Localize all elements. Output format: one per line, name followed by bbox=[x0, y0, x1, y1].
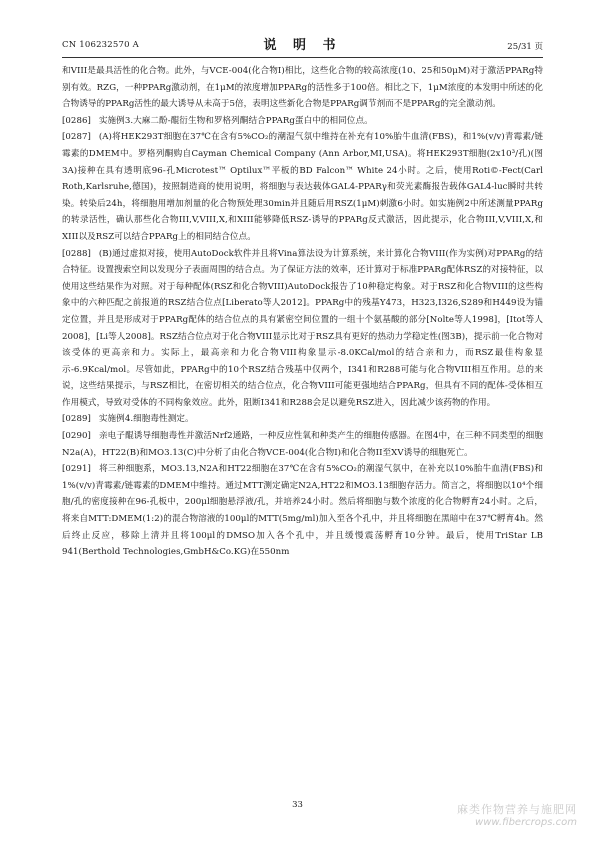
paragraph-number: [0291] bbox=[62, 464, 91, 475]
paragraph-0288 bbox=[62, 246, 543, 412]
paragraph-text: (A)将HEK293T细胞在37℃在含有5%CO₂的潮湿气氛中维持在补充有10%胎牛血清(FBS)，和1%(v/v)青霉素/链霉素的DMEM中。罗格列酮购自Cayman Chemical Company (Ann Arbor,MI,USA)。将HEK293T细胞(2x10³/孔)(图3A)接种在具有透明底96-孔Microtest™ Optilux™平板的BD Falcon™ White 24小时。之后，使用Roti©-Fect(Carl Roth,Karlsruhe,德国)，按照制造商的使用说明，将细胞与表达载体GAL4-PPARγ和荧光素酶报告载体GAL4-luc瞬时共转染。转染后24h，将细胞用增加剂量的化合物预处理30min并且随后用RSZ(1μM)刺激6小时。如实施例2中所述测量PPARg的转录活性，确认那些化合物III,V,VIII,X,和XIII能够降低RSZ-诱导的PPARg反式激活，因此提示，化合物III,V,VIII,X,和XIII以及RSZ可以结合PPARg上的相同结合位点。 bbox=[62, 132, 543, 242]
paragraph-number: [0288] bbox=[62, 248, 91, 259]
paragraph-number: [0289] bbox=[62, 414, 91, 425]
page-header bbox=[62, 34, 543, 54]
paragraph-continuation bbox=[62, 63, 543, 113]
document-body bbox=[62, 63, 543, 783]
watermark-site-name: 麻类作物营养与施肥网 bbox=[457, 803, 577, 816]
paragraph-text: 和VIII是最具活性的化合物。此外，与VCE-004(化合物I)相比，这些化合物的较高浓度(10、25和50μM)对于激活PPARg特别有效。RZG，一种PPARg激动剂，在1μM的浓度增加PPARg的活性多于100倍。相比之下，1μM浓度的本发明中所述的化合物诱导的PPARg活性的最大诱导从未高于5倍，表明这些新化合物是PPARg调节剂而不是PPARg的完全激动剂。 bbox=[62, 66, 543, 110]
paragraph-number: [0286] bbox=[62, 115, 91, 126]
watermark-url: www.fibercrops.com bbox=[475, 817, 577, 828]
paragraph-0286 bbox=[62, 113, 543, 130]
paragraph-0290 bbox=[62, 428, 543, 461]
paragraph-text: 实施例4.细胞毒性测定。 bbox=[98, 414, 194, 425]
paragraph-0289 bbox=[62, 411, 543, 428]
paragraph-text: 实施例3.大麻二酚-醌衍生物和罗格列酮结合PPARg蛋白中的相同位点。 bbox=[98, 115, 373, 126]
paragraph-0291 bbox=[62, 461, 543, 561]
paragraph-text: 亲电子醌诱导细胞毒性并激活Nrf2通路，一种反应性氧和种类产生的细胞传感器。在图4中，在三种不同类型的细胞N2a(A)，HT22(B)和MO3.13(C)中分析了由化合物VCE-004(化合物I)和化合物II至XV诱导的细胞死亡。 bbox=[62, 431, 543, 458]
header-divider bbox=[62, 57, 543, 58]
paragraph-text: 将三种细胞系，MO3.13,N2A和HT22细胞在37℃在含有5%CO₂的潮湿气氛中，在补充以10%胎牛血清(FBS)和1%(v/v)青霉素/链霉素的DMEM中维持。通过MTT测定确定N2A,HT22和MO3.13细胞存活力。简言之，将细胞以10⁴个细胞/孔的密度接种在96-孔板中，200μl细胞悬浮液/孔，并培养24小时。然后将细胞与数个浓度的化合物孵育24小时。之后，将来自MTT:DMEM(1:2)的混合物溶液的100μl的MTT(5mg/ml)加入至各个孔中，并且将细胞在黑暗中在37℃孵育4h。然后终止反应，移除上清并且将100μl的DMSO加入各个孔中，并且缓慢震荡孵育10分钟。最后，使用TriStar LB 941(Berthold Technologies,GmbH&Co.KG)在550nm bbox=[62, 464, 543, 558]
patent-number: CN 106232570 A bbox=[62, 40, 139, 50]
paragraph-number: [0287] bbox=[62, 132, 91, 143]
page-info: 25/31 页 bbox=[507, 42, 543, 52]
paragraph-text: (B)通过虚拟对接，使用AutoDock软件并且将Vina算法设为计算系统，来计算化合物VIII(作为实例)对PPARg的结合特征。设置搜索空间以发现分子表面周围的结合点。为了保证方法的效率，还计算对于标准PPARg配体RSZ的对接特征，以使用这些结果作为对照。对于每种配体(RSZ和化合物VIII)AutoDock报告了10种稳定构象。对于RSZ和化合物VIII的这些构象中的六种匹配之前报道的RSZ结合位点[Liberato等人2012]。PPARg中的残基Y473，H323,I326,S289和H449设为锚定位置，并且是形成对于PPARg配体的结合位点的具有紧密空间位置的一组十个氨基酸的部分[Nolte等人1998]，[Itot等人2008]，[Li等人2008]。RSZ结合位点对于化合物VIII显示比对于RSZ具有更好的热动力学稳定性(图3B)，提示前一化合物对该受体的更高亲和力。实际上，最高亲和力化合物VIII构象显示-8.0KCal/mol的结合亲和力，而RSZ最佳构象显示-6.9Kcal/mol。尽管如此，PPARg中的10个RSZ结合残基中仅两个，I341和R288可能与化合物VIII相互作用。总的来说，这些结果提示，与RSZ相比，在密切相关的结合位点，化合物VIII可能更强地结合PPARg，但具有不同的配体-受体相互作用模式，导致对受体的不同构象效应。此外，阻断I341和R288会足以避免RSZ进入，因此减少该药物的作用。 bbox=[62, 248, 543, 408]
document-title: 说 明 书 bbox=[263, 38, 342, 53]
paragraph-number: [0290] bbox=[62, 431, 91, 442]
paragraph-0287 bbox=[62, 129, 543, 245]
watermark bbox=[457, 801, 577, 828]
page-number: 33 bbox=[292, 800, 303, 810]
